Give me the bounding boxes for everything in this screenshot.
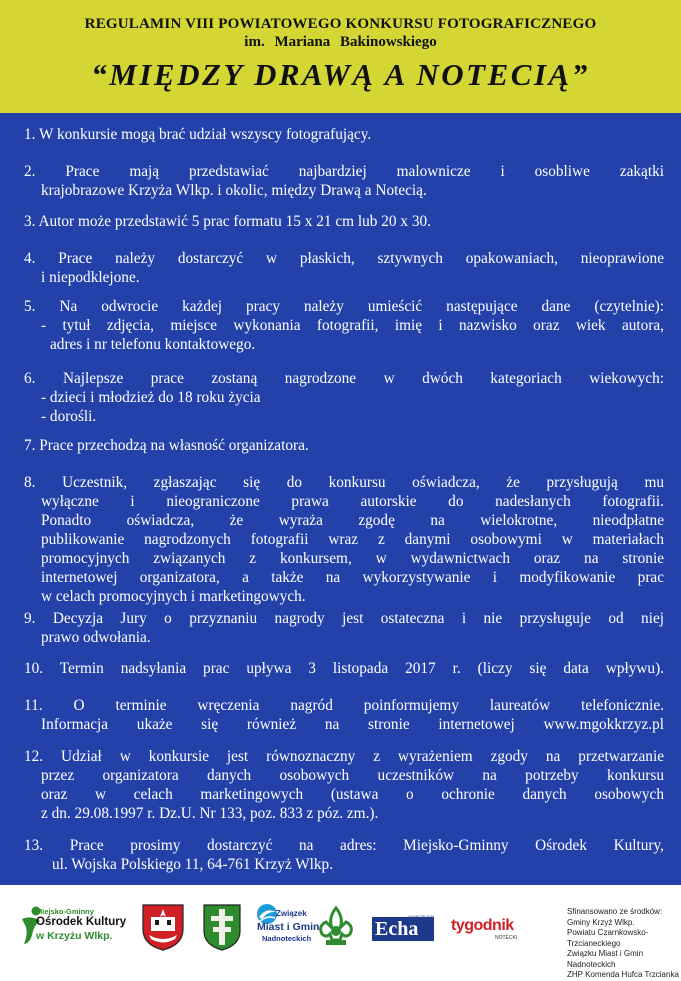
rule-text: promocyjnych związanych z konkursem, w wydawnictwach oraz na stronie: [41, 550, 664, 567]
powiat-coat-of-arms: [141, 903, 185, 951]
rule-1: [24, 125, 664, 144]
cross-shield-icon: [202, 903, 242, 951]
rule-13: [24, 836, 664, 874]
rule-text: 10. Termin nadsyłania prac upływa 3 listopada 2017 r. (liczy się data wpływu).: [24, 660, 664, 677]
funding-note: [567, 907, 679, 981]
funding-line: ZHP Komenda Hufca Trzcianka: [567, 970, 679, 979]
mgok-line-1: Miejsko-Gminny: [36, 907, 94, 916]
rule-text: krajobrazowe Krzyża Wlkp. i okolic, między Drawą a Notecią.: [41, 182, 427, 199]
rule-10: [24, 659, 664, 678]
rule-text: Informacja ukaże się również na stronie internetowej www.mgokkrzyz.pl: [41, 716, 664, 733]
rule-text: przez organizatora danych osobowych uczestników na potrzeby konkursu: [41, 767, 664, 784]
coat-of-arms-shield-icon: [141, 903, 185, 951]
rule-text: oraz w celach marketingowych (ustawa o ochronie danych osobowych: [41, 786, 664, 803]
rule-text: - dorośli.: [41, 408, 97, 425]
funding-line: Sfinansowano ze środków:: [567, 907, 663, 916]
rule-text: z dn. 29.08.1997 r. Dz.U. Nr 133, poz. 833 z póz. zm.).: [41, 805, 379, 822]
tygodnik-subtitle: NOTECKI: [495, 935, 518, 941]
rule-text: 3. Autor może przedstawić 5 prac formatu 15 x 21 cm lub 20 x 30.: [24, 213, 431, 230]
rule-9: [24, 609, 664, 647]
zwiazek-line-3: Nadnoteckich: [262, 934, 312, 943]
rule-text: wyłączne i nieograniczone prawa autorskie do nadesłanych fotografii.: [41, 493, 664, 510]
regulation-heading: REGULAMIN VIII POWIATOWEGO KONKURSU FOTOGRAFICZNEGO: [84, 16, 597, 32]
rule-2: [24, 162, 664, 200]
rule-text: 7. Prace przechodzą na własność organizatora.: [24, 437, 309, 454]
zwiazek-miast-logo: [250, 903, 318, 953]
rule-11: [24, 696, 664, 734]
zwiazek-line-2: Miast i Gmin: [257, 921, 320, 933]
rule-text: adres i nr telefonu kontaktowego.: [50, 336, 256, 353]
rule-text: 6. Najlepsze prace zostaną nagrodzone w dwóch kategoriach wiekowych:: [24, 370, 664, 387]
rule-8: [24, 473, 664, 606]
tygodnik-logo: [451, 917, 527, 943]
rule-text: Ponadto oświadcza, że wyraża zgodę na wielokrotne, nieodpłatne: [41, 512, 664, 529]
rule-text: prawo odwołania.: [41, 629, 151, 646]
contest-title: “MIĘDZY DRAWĄ A NOTECIĄ”: [91, 57, 590, 92]
zwiazek-line-1: Związek: [276, 909, 307, 918]
rule-5: [24, 297, 664, 354]
rule-text: ul. Wojska Polskiego 11, 64-761 Krzyż Wlkp.: [52, 856, 334, 873]
echa-subtitle: NADNOTECKIE: [408, 915, 434, 919]
rule-text: internetowej organizatora, a także na wykorzystywanie i modyfikowanie prac: [41, 569, 664, 586]
patron-name: im. Mariana Bakinowskiego: [244, 34, 437, 50]
funding-line: Gminy Krzyż Wlkp.: [567, 917, 635, 927]
rule-text: w celach promocyjnych i marketingowych.: [41, 588, 306, 605]
rule-text: 8. Uczestnik, zgłaszając się do konkursu oświadcza, że przysługują mu: [24, 474, 664, 491]
echa-logo: [372, 917, 434, 941]
funding-line: Powiatu Czarnkowsko-Trzcianeckiego: [567, 928, 649, 948]
rule-12: [24, 747, 664, 823]
mgok-logo: [18, 903, 136, 947]
rule-text: 5. Na odwrocie każdej pracy należy umieścić następujące dane (czytelnie):: [24, 298, 664, 315]
rule-text: 4. Prace należy dostarczyć w płaskich, sztywnych opakowaniach, nieoprawione: [24, 250, 664, 267]
rule-text: 12. Udział w konkursie jest równoznaczny z wyrażeniem zgody na przetwarzanie: [24, 748, 664, 765]
rule-4: [24, 249, 664, 287]
tygodnik-wordmark: tygodnik: [451, 917, 514, 934]
krzyz-coat-of-arms: [202, 903, 242, 951]
rules-panel: [0, 113, 681, 885]
echa-wordmark: Echa: [375, 918, 419, 940]
rule-text: - tytuł zdjęcia, miejsce wykonania fotografii, imię i nazwisko oraz wiek autora,: [41, 317, 664, 334]
rule-text: publikowanie nagrodzonych fotografii wraz z danymi osobowymi w materiałach: [41, 531, 664, 548]
rule-text: - dzieci i młodzież do 18 roku życia: [41, 389, 261, 406]
mgok-line-2: Ośrodek Kultury: [36, 916, 127, 928]
rule-text: 9. Decyzja Jury o przyznaniu nagrody jest ostateczna i nie przysługuje od niej: [24, 610, 664, 627]
rule-text: 2. Prace mają przedstawiać najbardziej malownicze i osobliwe zakątki: [24, 163, 664, 180]
zhp-logo: [316, 906, 356, 948]
rule-text: 1. W konkursie mogą brać udział wszyscy fotografujący.: [24, 126, 372, 143]
rule-text: 13. Prace prosimy dostarczyć na adres: Miejsko-Gminny Ośrodek Kultury,: [24, 837, 664, 854]
funding-line: Związku Miast i Gmin Nadnoteckich: [567, 949, 644, 969]
rule-text: 11. O terminie wręczenia nagród poinformujemy laureatów telefonicznie.: [24, 697, 664, 714]
rule-3: [24, 212, 664, 231]
rule-7: [24, 436, 664, 455]
rule-text: i niepodklejone.: [41, 269, 140, 286]
mgok-line-3: w Krzyżu Wlkp.: [36, 930, 113, 942]
title-banner: [0, 0, 681, 113]
scout-lily-icon: [316, 906, 356, 948]
rule-6: [24, 369, 664, 426]
